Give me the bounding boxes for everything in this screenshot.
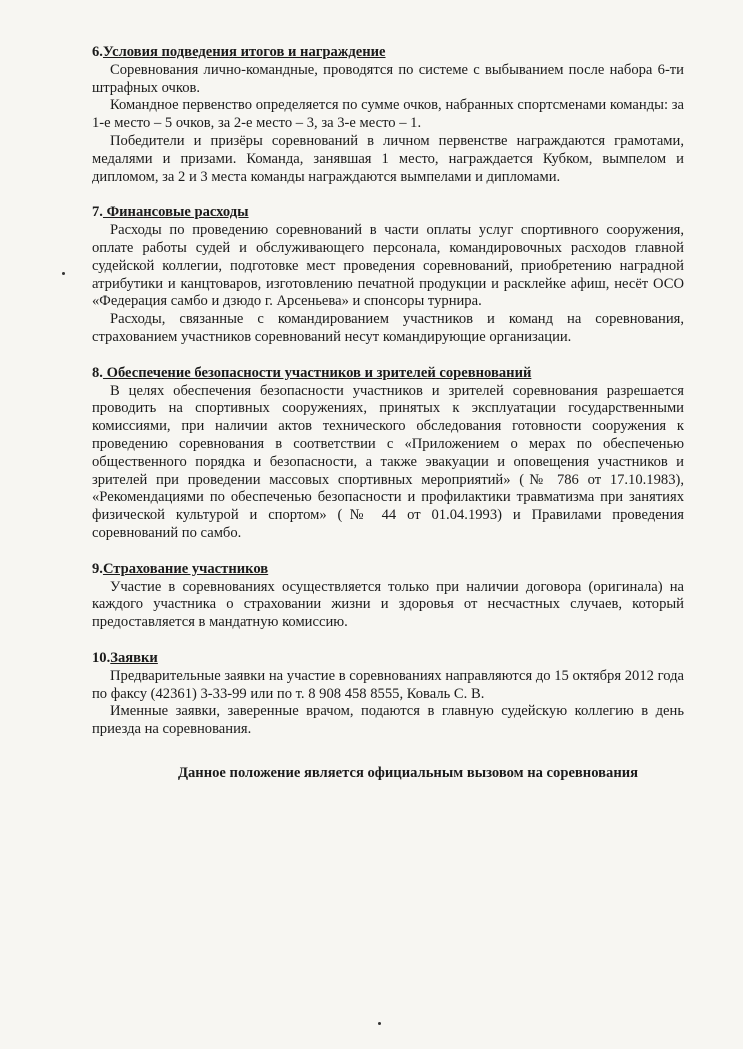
section-heading: 8. Обеспечение безопасности участников и зрителей соревнований [92,364,532,381]
scan-speck [62,272,65,275]
document-page [92,44,684,783]
paragraph: Участие в соревнованиях осуществляется только при наличии договора (оригинала) на каждого участника о страховании жизни и здоровья от несчастных случаев, который предоставляется в мандатную комиссию. [92,578,684,631]
paragraph: Расходы по проведению соревнований в части оплаты услуг спортивного сооружения, оплате работы судей и обслуживающего персонала, командировочных расходов главной судейской коллегии, подготовке мест проведения соревнований, приобретению наградной атрибутики и канцтоваров, изготовлению печатной продукции и расклейке афиш, несёт ОСО «Федерация самбо и дзюдо г. Арсеньева» и спонсоры турнира. [92,222,684,310]
section-heading: 9.Страхование участников [92,560,269,577]
section-title: Заявки [110,649,158,666]
section-title: Обеспечение безопасности участников и зрителей соревнований [102,364,532,381]
section-7 [92,204,684,346]
section-6 [92,44,684,186]
section-10 [92,650,684,739]
section-heading: 7. Финансовые расходы [92,204,249,221]
paragraph: Командное первенство определяется по сумме очков, набранных спортсменами команды: за 1-е место – 5 очков, за 2-е место – 3, за 3-е место – 1. [92,97,684,132]
paragraph: Победители и призёры соревнований в личном первенстве награждаются грамотами, медалями и призами. Команда, занявшая 1 место, награждается Кубком, вымпелом и дипломом, за 2 и 3 места команды награждаются вымпелами и дипломами. [92,132,684,185]
paragraph: Соревнования лично-командные, проводятся по системе с выбыванием после набора 6-ти штрафных очков. [92,61,684,96]
closing-statement: Данное положение является официальным вызовом на соревнования [177,764,639,781]
section-heading: 6.Условия подведения итогов и награждение [92,44,386,60]
scan-speck [378,1022,381,1025]
section-heading: 10.Заявки [92,649,158,666]
section-title: Страхование участников [102,560,269,577]
paragraph: Именные заявки, заверенные врачом, подаются в главную судейскую коллегию в день приезда на соревнования. [92,703,684,738]
paragraph: Расходы, связанные с командированием участников и команд на соревнования, страхованием участников соревнований несут командирующие организации. [92,311,684,345]
section-title: Финансовые расходы [102,204,249,221]
section-title: Условия подведения итогов и награждение [102,44,386,60]
section-8 [92,365,684,543]
section-9 [92,561,684,632]
paragraph: В целях обеспечения безопасности участников и зрителей соревнования разрешается проводить на спортивных сооружениях, принятых к эксплуатации государственными комиссиями, при наличии актов технического обследования готовности сооружения к проведению соревнования в соответствии с «Приложением о мерах по обеспеченью общественного порядка и безопасности, а также эвакуации и оповещения участников и зрителей при проведении массовых спортивных мероприятий» (№ 786 от 17.10.1983), «Рекомендациями по обеспеченью безопасности и профилактики травматизма при занятиях физической культурой и спортом» (№ 44 от 01.04.1993) и Правилами проведения соревнований по самбо. [92,382,684,541]
paragraph: Предварительные заявки на участие в соревнованиях направляются до 15 октября 2012 года по факсу (42361) 3-33-99 или по т. 8 908 458 8555, Коваль С. В. [92,667,684,702]
